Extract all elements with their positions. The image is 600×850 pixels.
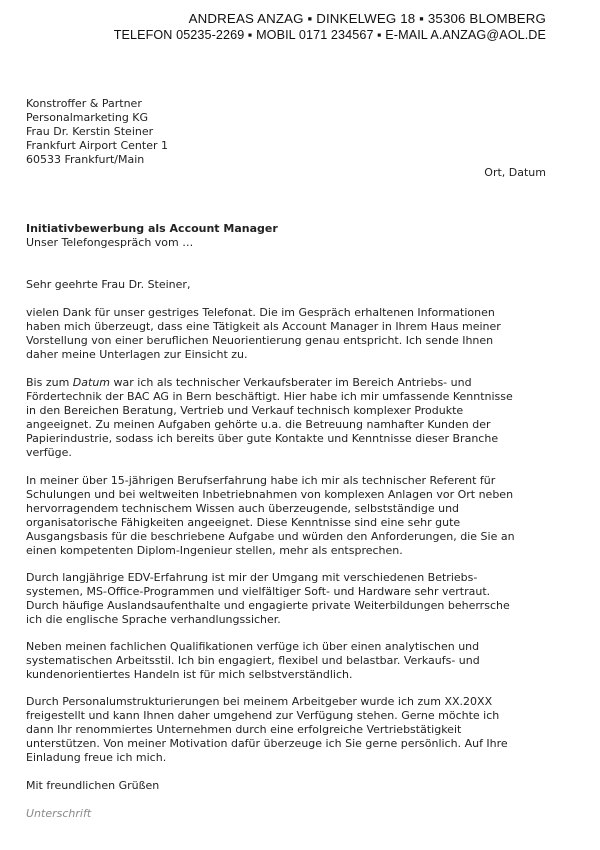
paragraph-line: haben mich überzeugt, dass eine Tätigkeit als Account Manager in Ihrem Haus meiner [26, 320, 501, 333]
paragraph-5 [26, 640, 551, 682]
paragraph-line: freigestellt und kann Ihnen daher umgehend zur Verfügung stehen. Gerne möchte ich [26, 709, 500, 722]
recipient-address [26, 97, 168, 167]
sender-name-address: ANDREAS ANZAG ▪ DINKELWEG 18 ▪ 35306 BLOMBERG [188, 11, 546, 26]
paragraph-line: kundenorientiertes Handeln ist für mich selbstverständlich. [26, 668, 353, 681]
recipient-line: 60533 Frankfurt/Main [26, 153, 145, 166]
paragraph-2 [26, 376, 551, 460]
paragraph-line: ich die englische Sprache verhandlungssicher. [26, 613, 281, 626]
paragraph-line: angeeignet. Zu meinen Aufgaben gehörte u.a. die Betreuung namhafter Kunden der [26, 418, 491, 431]
paragraph-line [26, 376, 551, 390]
paragraph-1 [26, 306, 551, 362]
paragraph-4 [26, 571, 551, 627]
paragraph-line: vielen Dank für unser gestriges Telefonat. Die im Gespräch erhaltenen Informationen [26, 306, 495, 319]
paragraph-line: Durch häufige Auslandsaufenthalte und engagierte private Weiterbildungen beherrsche [26, 599, 510, 612]
paragraph-line: verfüge. [26, 446, 72, 459]
paragraph-text: Bis zum [26, 376, 73, 389]
paragraph-line: In meiner über 15-jährigen Berufserfahrung habe ich mir als technischer Referent für [26, 474, 496, 487]
paragraph-line: Vorstellung von einer beruflichen Neuorientierung genau entspricht. Ich sende Ihnen [26, 334, 494, 347]
recipient-line: Personalmarketing KG [26, 111, 149, 124]
paragraph-line: Durch langjährige EDV-Erfahrung ist mir der Umgang mit verschiedenen Betriebs- [26, 571, 478, 584]
date-placeholder: Datum [72, 376, 111, 389]
paragraph-line: Papierindustrie, sodass ich bereits über gute Kontakte und Kenntnisse dieser Branche [26, 432, 499, 445]
subject-block [26, 222, 278, 250]
subject-reference: Unser Telefongespräch vom … [26, 236, 194, 249]
paragraph-line: systemen, MS-Office-Programmen und vielfältiger Soft- und Hardware sehr vertraut. [26, 585, 491, 598]
place-date: Ort, Datum [484, 166, 546, 179]
paragraph-line: Ausgangsbasis für die beschriebene Aufgabe und würden den Anforderungen, die Sie an [26, 530, 515, 543]
paragraph-line: unterstützen. Von meiner Motivation dafür überzeuge ich Sie gerne persönlich. Auf Ihre [26, 737, 508, 750]
paragraph-line: Neben meinen fachlichen Qualifikationen verfüge ich über einen analytischen und [26, 640, 480, 653]
salutation: Sehr geehrte Frau Dr. Steiner, [26, 278, 191, 291]
paragraph-3 [26, 474, 551, 558]
paragraph-line: hervorragendem technischem Wissen auch überzeugende, selbstständige und [26, 502, 460, 515]
paragraph-line: Schulungen und bei weltweiten Inbetriebnahmen von komplexen Anlagen vor Ort neben [26, 488, 514, 501]
subject-title: Initiativbewerbung als Account Manager [26, 222, 278, 235]
paragraph-line: daher meine Unterlagen zur Einsicht zu. [26, 348, 248, 361]
recipient-line: Konstroffer & Partner [26, 97, 142, 110]
paragraph-line: Fördertechnik der BAC AG in Bern beschäftigt. Hier habe ich mir umfassende Kenntnisse [26, 390, 513, 403]
sender-contact: TELEFON 05235-2269 ▪ MOBIL 0171 234567 ▪ E-MAIL A.ANZAG@AOL.DE [113, 28, 546, 42]
paragraph-line: Durch Personalumstrukturierungen bei meinem Arbeitgeber wurde ich zum XX.20XX [26, 695, 493, 708]
paragraph-text: war ich als technischer Verkaufsberater im Bereich Antriebs- und [110, 376, 472, 389]
paragraph-line: organisatorische Fähigkeiten angeeignet. Diese Kenntnisse sind eine sehr gute [26, 516, 461, 529]
paragraph-line: dann Ihr renommiertes Unternehmen durch eine erfolgreiche Vertriebstätigkeit [26, 723, 462, 736]
paragraph-line: einen kompetenten Diplom-Ingenieur stellen, mehr als entsprechen. [26, 544, 403, 557]
paragraph-line: systematischen Arbeitsstil. Ich bin engagiert, flexibel und belastbar. Verkaufs- und [26, 654, 480, 667]
paragraph-6 [26, 695, 551, 765]
signature-placeholder: Unterschrift [26, 807, 92, 820]
paragraph-line: in den Bereichen Beratung, Vertrieb und Verkauf technisch komplexer Produkte [26, 404, 464, 417]
paragraph-line: Einladung freue ich mich. [26, 751, 167, 764]
closing: Mit freundlichen Grüßen [26, 779, 160, 792]
recipient-line: Frankfurt Airport Center 1 [26, 139, 168, 152]
letterhead [114, 10, 546, 43]
recipient-line: Frau Dr. Kerstin Steiner [26, 125, 154, 138]
